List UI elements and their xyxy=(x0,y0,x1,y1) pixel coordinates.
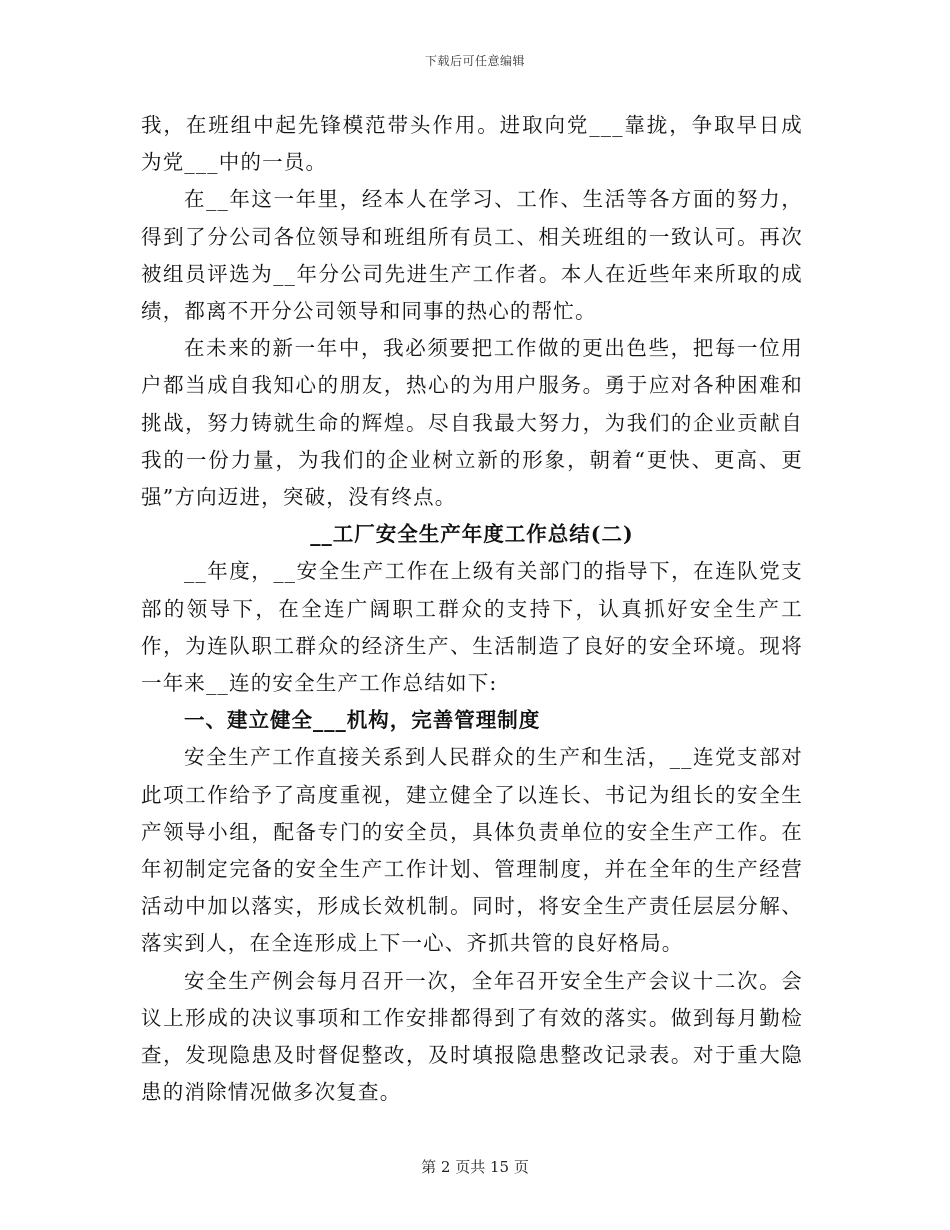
page-header-note: 下载后可任意编辑 xyxy=(424,54,525,68)
body-paragraph: 安全生产工作直接关系到人民群众的生产和生活，__连党支部对此项工作给予了高度重视，建立健全了以连长、书记为组长的安全生产领导小组，配备专门的安全员，具体负责单位的安全生产工作。在年初制定完备的安全生产工作计划、管理制度，并在全年的生产经营活动中加以落实，形成长效机制。同时，将安全生产责任层层分解、落实到人，在全连形成上下一心、齐抓共管的良好格局。 xyxy=(141,745,803,956)
section-heading: 一、建立健全___机构，完善管理制度 xyxy=(184,708,541,733)
body-paragraph: __年度，__安全生产工作在上级有关部门的指导下，在连队党支部的领导下，在全连广阔职工群众的支持下，认真抓好安全生产工作，为连队职工群众的经济生产、生活制造了良好的安全环境。现将一年来__连的安全生产工作总结如下: xyxy=(141,559,803,696)
page-number: 第 2 页共 15 页 xyxy=(421,1158,529,1176)
body-paragraph: 安全生产例会每月召开一次，全年召开安全生产会议十二次。会议上形成的决议事项和工作安排都得到了有效的落实。做到每月勤检查，发现隐患及时督促整改，及时填报隐患整改记录表。对于重大隐患的消除情况做多次复查。 xyxy=(141,968,803,1105)
body-paragraph: 在未来的新一年中，我必须要把工作做的更出色些，把每一位用户都当成自我知心的朋友，热心的为用户服务。勇于应对各种困难和挑战，努力铸就生命的辉煌。尽自我最大努力，为我们的企业贡献自我的一份力量，为我们的企业树立新的形象，朝着“更快、更高、更强”方向迈进，突破，没有终点。 xyxy=(141,336,803,510)
section-title: __工厂安全生产年度工作总结(二) xyxy=(310,522,634,547)
body-paragraph: 在__年这一年里，经本人在学习、工作、生活等各方面的努力，得到了分公司各位领导和班组所有员工、相关班组的一致认可。再次被组员评选为__年分公司先进生产工作者。本人在近些年来所取的成绩，都离不开分公司领导和同事的热心的帮忙。 xyxy=(141,187,803,324)
body-paragraph-continued: 我，在班组中起先锋模范带头作用。进取向党___靠拢，争取早日成为党___中的一员。 xyxy=(141,113,803,175)
document-body xyxy=(141,107,803,1111)
